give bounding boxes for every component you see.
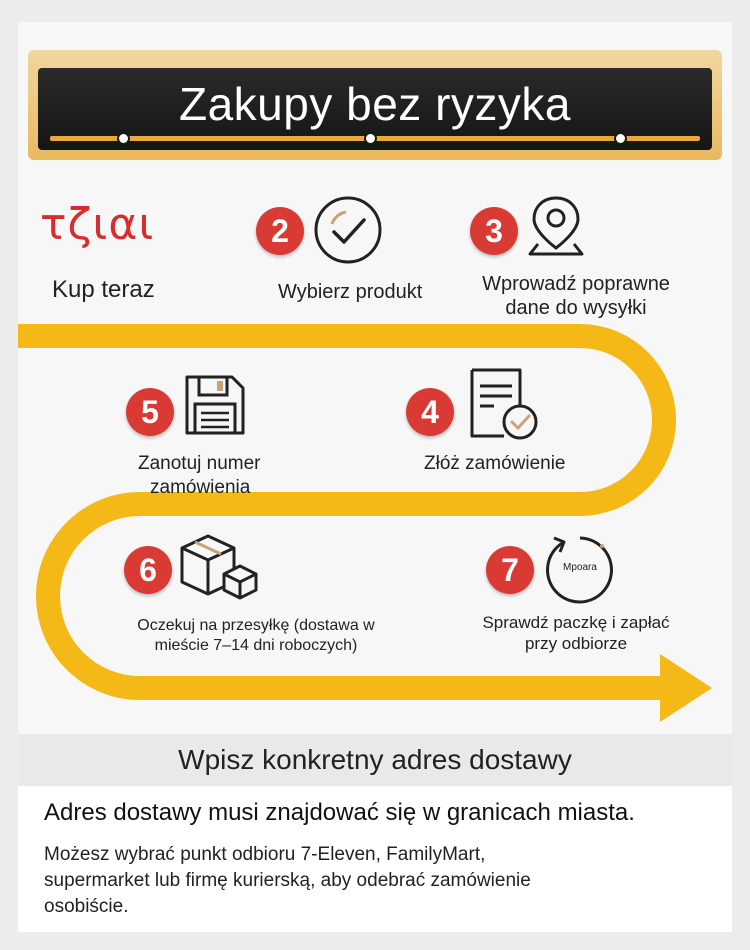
banner-title: Zakupy bez ryzyka (179, 78, 571, 130)
step-4-label: Złóż zamówienie (424, 453, 566, 474)
step-6-label (116, 616, 396, 656)
step-3-label-line: Wprowadź poprawne (482, 273, 670, 295)
step-6-label-line: mieście 7–14 dni roboczych) (154, 637, 358, 654)
step-4-badge: 4 (406, 388, 454, 436)
step-6-badge: 6 (124, 546, 172, 594)
check-circle-icon (312, 194, 384, 266)
step-3-badge: 3 (470, 207, 518, 255)
address-details (44, 842, 684, 920)
step-3-label-line: dane do wysyłki (505, 297, 647, 319)
address-details-line: Możesz wybrać punkt odbioru 7-Eleven, FamilyMart, (44, 844, 486, 865)
package-boxes-icon (178, 530, 260, 602)
step-7-label-line: Sprawdź paczkę i zapłać (482, 613, 670, 632)
step-5-label-line: Zanotuj numer (138, 453, 261, 474)
step-5-label (138, 452, 298, 500)
step-7-label-line: przy odbiorze (524, 634, 628, 653)
route-arrowhead (660, 654, 712, 722)
address-details-line: osobiście. (44, 896, 129, 917)
step-6-label-line: Oczekuj na przesyłkę (dostawa w (137, 617, 375, 634)
step-7-badge: 7 (486, 546, 534, 594)
step-2-label: Wybierz produkt (278, 281, 423, 303)
step-1-label: Kup teraz (52, 276, 155, 303)
refresh-icon-caption: Mpoara (563, 562, 597, 573)
step-5-badge: 5 (126, 388, 174, 436)
document-check-icon (464, 366, 544, 442)
floppy-disk-icon (182, 372, 248, 438)
step-7-label (462, 612, 690, 654)
step-5-label-line: zamówienia (150, 477, 251, 498)
address-requirement: Adres dostawy musi znajdować się w granicach miasta. (44, 799, 635, 826)
location-pin-icon (526, 194, 586, 258)
step-3-label (466, 272, 686, 320)
address-details-line: supermarket lub firmę kurierską, aby odebrać zamówienie (44, 870, 531, 891)
address-heading: Wpisz konkretny adres dostawy (18, 734, 732, 786)
brand-logo: τζιαι (40, 199, 155, 250)
step-2-badge: 2 (256, 207, 304, 255)
